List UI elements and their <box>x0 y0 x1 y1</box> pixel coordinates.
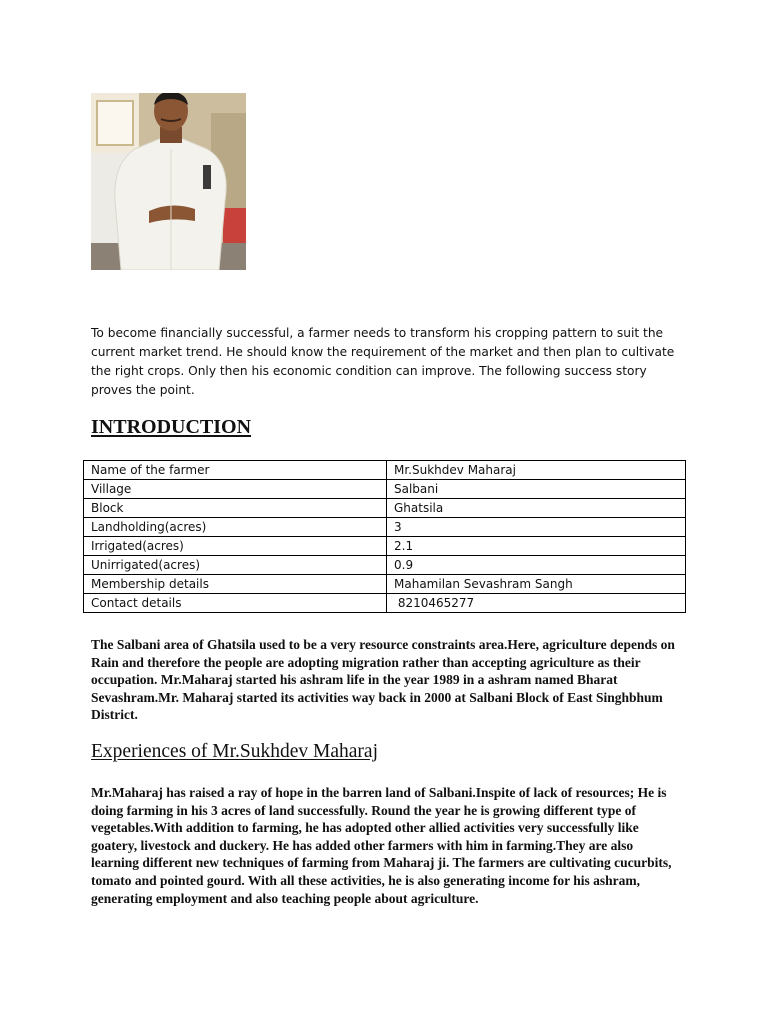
table-row <box>84 499 686 518</box>
person-photo-icon <box>91 93 246 270</box>
introduction-heading: INTRODUCTION <box>91 416 252 438</box>
row-value: Mahamilan Sevashram Sangh <box>387 575 686 594</box>
intro-paragraph: To become financially successful, a farmer needs to transform his cropping pattern to suit the current market trend. He should know the requirement of the market and then plan to cultivate the right crops. Only then his economic condition can improve. The following success story proves the point. <box>91 326 675 397</box>
experiences-heading: Experiences of Mr.Sukhdev Maharaj <box>91 741 378 762</box>
table-row <box>84 480 686 499</box>
row-label: Village <box>84 480 387 499</box>
row-label: Name of the farmer <box>84 461 387 480</box>
table-row <box>84 461 686 480</box>
row-value: 8210465277 <box>387 594 686 613</box>
salbani-paragraph: The Salbani area of Ghatsila used to be a very resource constraints area.Here, agriculture depends on Rain and therefore the people are adopting migration rather than accepting agriculture as their occupation. Mr.Maharaj started his ashram life in the year 1989 in a ashram named Bharat Sevashram.Mr. Maharaj started its activities way back in 2000 at Salbani Block of East Singhbhum District. <box>91 637 675 723</box>
table-row <box>84 537 686 556</box>
farmer-info-table <box>83 460 686 613</box>
experiences-paragraph: Mr.Maharaj has raised a ray of hope in the barren land of Salbani.Inspite of lack of resources; He is doing farming in his 3 acres of land successfully. Round the year he is growing different type of vegetables.With addition to farming, he has adopted other allied activities very successfully like goatery, livestock and duckery. He has added other farmers with him in farming.They are also learning different new techniques of farming from Maharaj ji. The farmers are cultivating cucurbits, tomato and pointed gourd. With all these activities, he is also generating income for his ashram, generating employment and also teaching people about agriculture. <box>91 785 672 906</box>
row-label: Membership details <box>84 575 387 594</box>
table-row <box>84 518 686 537</box>
farmer-photo <box>91 93 246 270</box>
table-row <box>84 594 686 613</box>
row-label: Irrigated(acres) <box>84 537 387 556</box>
row-label: Unirrigated(acres) <box>84 556 387 575</box>
row-label: Contact details <box>84 594 387 613</box>
row-label: Landholding(acres) <box>84 518 387 537</box>
row-label: Block <box>84 499 387 518</box>
row-value: 3 <box>387 518 686 537</box>
row-value: Ghatsila <box>387 499 686 518</box>
table-row <box>84 556 686 575</box>
table-row <box>84 575 686 594</box>
row-value: 0.9 <box>387 556 686 575</box>
row-value: 2.1 <box>387 537 686 556</box>
row-value: Salbani <box>387 480 686 499</box>
row-value: Mr.Sukhdev Maharaj <box>387 461 686 480</box>
